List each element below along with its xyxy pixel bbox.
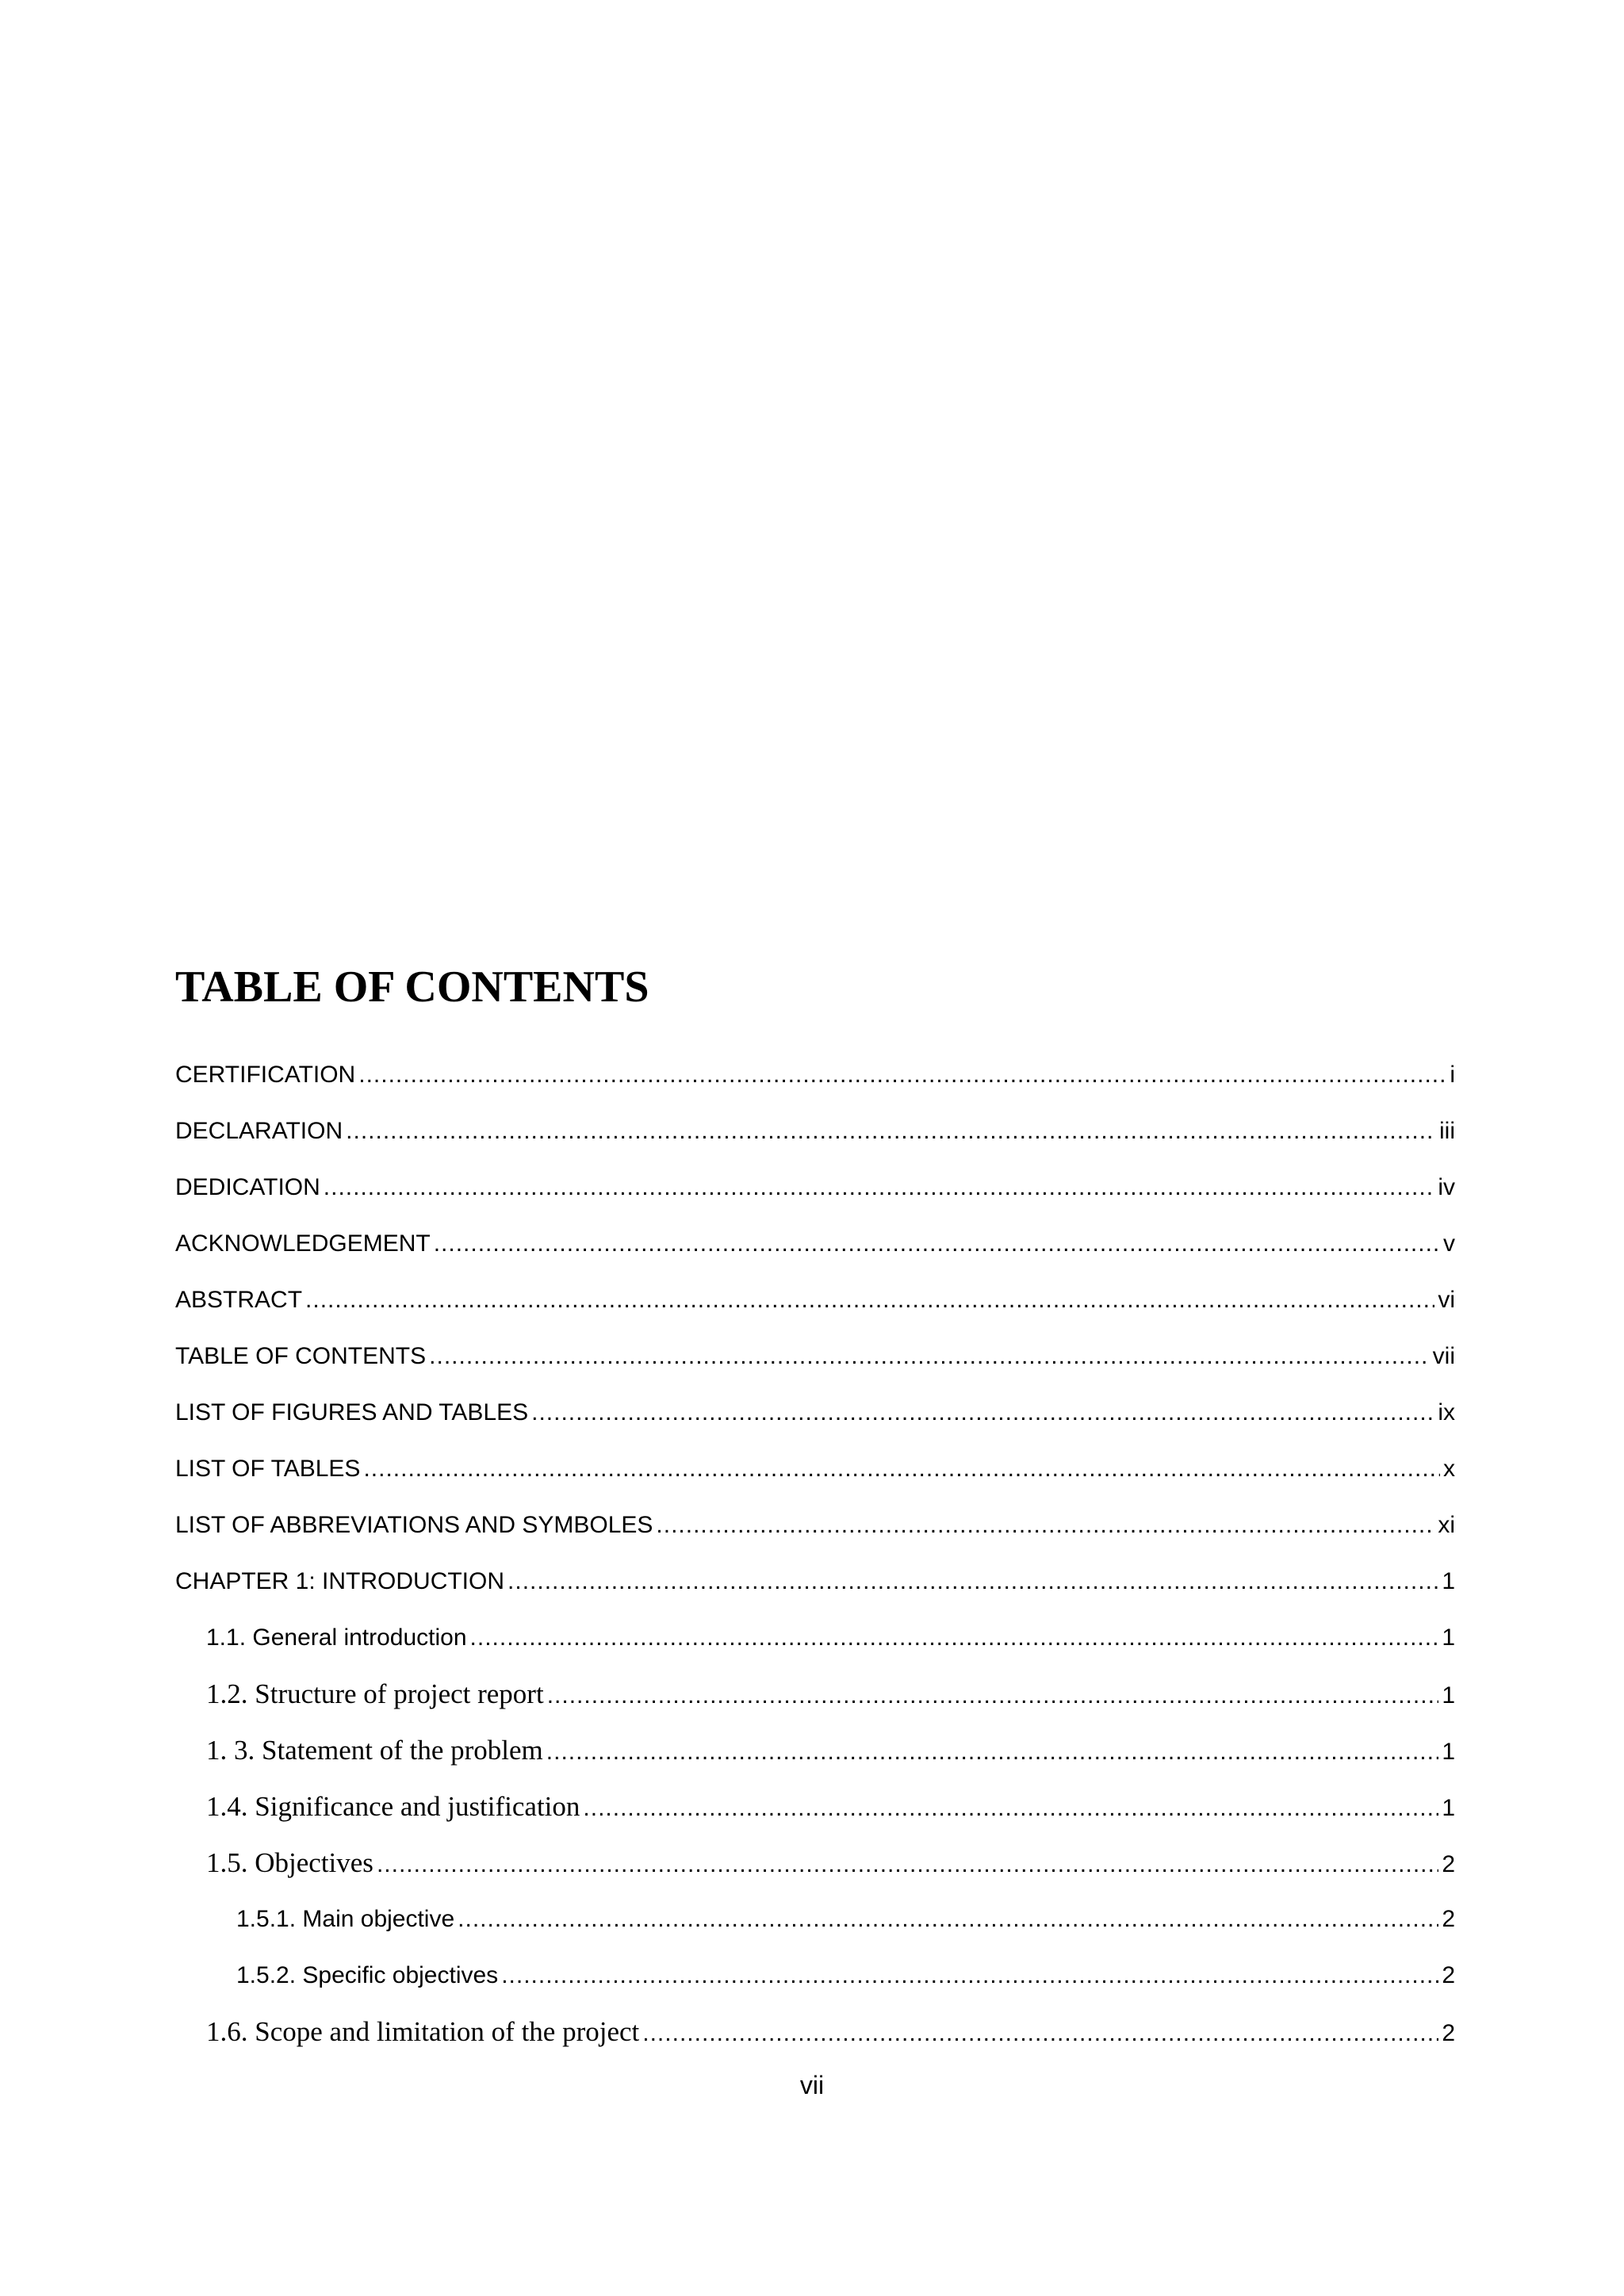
dot-leader [429, 1328, 1430, 1384]
toc-entry-page: v [1443, 1230, 1455, 1257]
toc-entry-page: 1 [1442, 1682, 1455, 1709]
dot-leader [358, 1047, 1446, 1103]
toc-entry[interactable] [175, 1666, 1455, 1722]
toc-entry[interactable] [175, 1835, 1455, 1891]
dot-leader [531, 1384, 1434, 1441]
toc-entry-page: iv [1438, 1174, 1455, 1200]
toc-entry[interactable] [175, 1328, 1455, 1384]
toc-entry[interactable] [175, 2003, 1455, 2060]
toc-entry-title: 1.6. Scope and limitation of the project [206, 2016, 640, 2047]
table-of-contents [175, 1047, 1455, 2060]
toc-entry[interactable] [175, 1891, 1455, 1947]
toc-entry-page: 2 [1442, 1851, 1455, 1877]
toc-entry-page: 1 [1442, 1568, 1455, 1594]
toc-entry-page: x [1443, 1456, 1455, 1482]
toc-entry[interactable] [175, 1609, 1455, 1666]
toc-entry[interactable] [175, 1497, 1455, 1553]
dot-leader [508, 1553, 1438, 1609]
toc-entry-page: i [1450, 1062, 1455, 1088]
toc-entry-page: iii [1439, 1118, 1455, 1144]
toc-entry[interactable] [175, 1947, 1455, 2003]
toc-entry-title: 1.5. Objectives [206, 1847, 373, 1878]
toc-entry[interactable] [175, 1384, 1455, 1441]
dot-leader [656, 1497, 1434, 1553]
toc-entry-title: LIST OF ABBREVIATIONS AND SYMBOLES [175, 1512, 653, 1538]
dot-leader [642, 2005, 1438, 2060]
toc-entry-page: vii [1432, 1343, 1455, 1369]
toc-entry-page: xi [1438, 1512, 1455, 1538]
dot-leader [546, 1724, 1439, 1778]
toc-entry-title: ABSTRACT [175, 1287, 303, 1313]
toc-entry[interactable] [175, 1047, 1455, 1103]
dot-leader [458, 1891, 1438, 1947]
toc-entry-page: 2 [1442, 2020, 1455, 2046]
dot-leader [363, 1441, 1440, 1497]
toc-entry-page: 1 [1442, 1624, 1455, 1651]
toc-entry[interactable] [175, 1215, 1455, 1272]
toc-entry[interactable] [175, 1553, 1455, 1609]
toc-entry-title: 1.5.1. Main objective [236, 1906, 455, 1932]
toc-entry-title: 1.1. General introduction [206, 1624, 467, 1651]
toc-entry-page: 2 [1442, 1906, 1455, 1932]
dot-leader [547, 1667, 1439, 1722]
toc-entry[interactable] [175, 1272, 1455, 1328]
dot-leader [324, 1159, 1435, 1215]
toc-entry-page: 1 [1442, 1795, 1455, 1821]
toc-entry-title: CHAPTER 1: INTRODUCTION [175, 1568, 505, 1594]
dot-leader [470, 1609, 1439, 1666]
toc-entry-title: LIST OF FIGURES AND TABLES [175, 1399, 529, 1425]
dot-leader [434, 1215, 1440, 1272]
toc-entry-title: ACKNOWLEDGEMENT [175, 1230, 431, 1257]
toc-entry[interactable] [175, 1159, 1455, 1215]
page-number: vii [799, 2071, 825, 2099]
toc-entry-page: ix [1438, 1399, 1455, 1425]
toc-entry-title: DECLARATION [175, 1118, 343, 1144]
toc-entry-title: TABLE OF CONTENTS [175, 1343, 427, 1369]
dot-leader [346, 1103, 1436, 1159]
toc-entry-title: 1. 3. Statement of the problem [206, 1735, 543, 1766]
dot-leader [305, 1272, 1434, 1328]
toc-entry[interactable] [175, 1778, 1455, 1835]
toc-heading: TABLE OF CONTENTS [175, 962, 649, 1012]
dot-leader [583, 1780, 1438, 1835]
toc-entry[interactable] [175, 1722, 1455, 1778]
toc-entry-title: 1.2. Structure of project report [206, 1678, 544, 1709]
toc-entry-page: 2 [1442, 1962, 1455, 1988]
toc-entry-title: LIST OF TABLES [175, 1456, 361, 1482]
toc-entry[interactable] [175, 1441, 1455, 1497]
toc-entry-title: 1.4. Significance and justification [206, 1791, 580, 1822]
toc-entry-title: 1.5.2. Specific objectives [236, 1962, 499, 1988]
toc-entry-title: CERTIFICATION [175, 1062, 356, 1088]
toc-entry-title: DEDICATION [175, 1174, 320, 1200]
dot-leader [501, 1947, 1438, 2003]
toc-entry-page: 1 [1442, 1739, 1455, 1765]
toc-entry-page: vi [1438, 1287, 1455, 1313]
dot-leader [377, 1836, 1438, 1891]
toc-entry[interactable] [175, 1103, 1455, 1159]
